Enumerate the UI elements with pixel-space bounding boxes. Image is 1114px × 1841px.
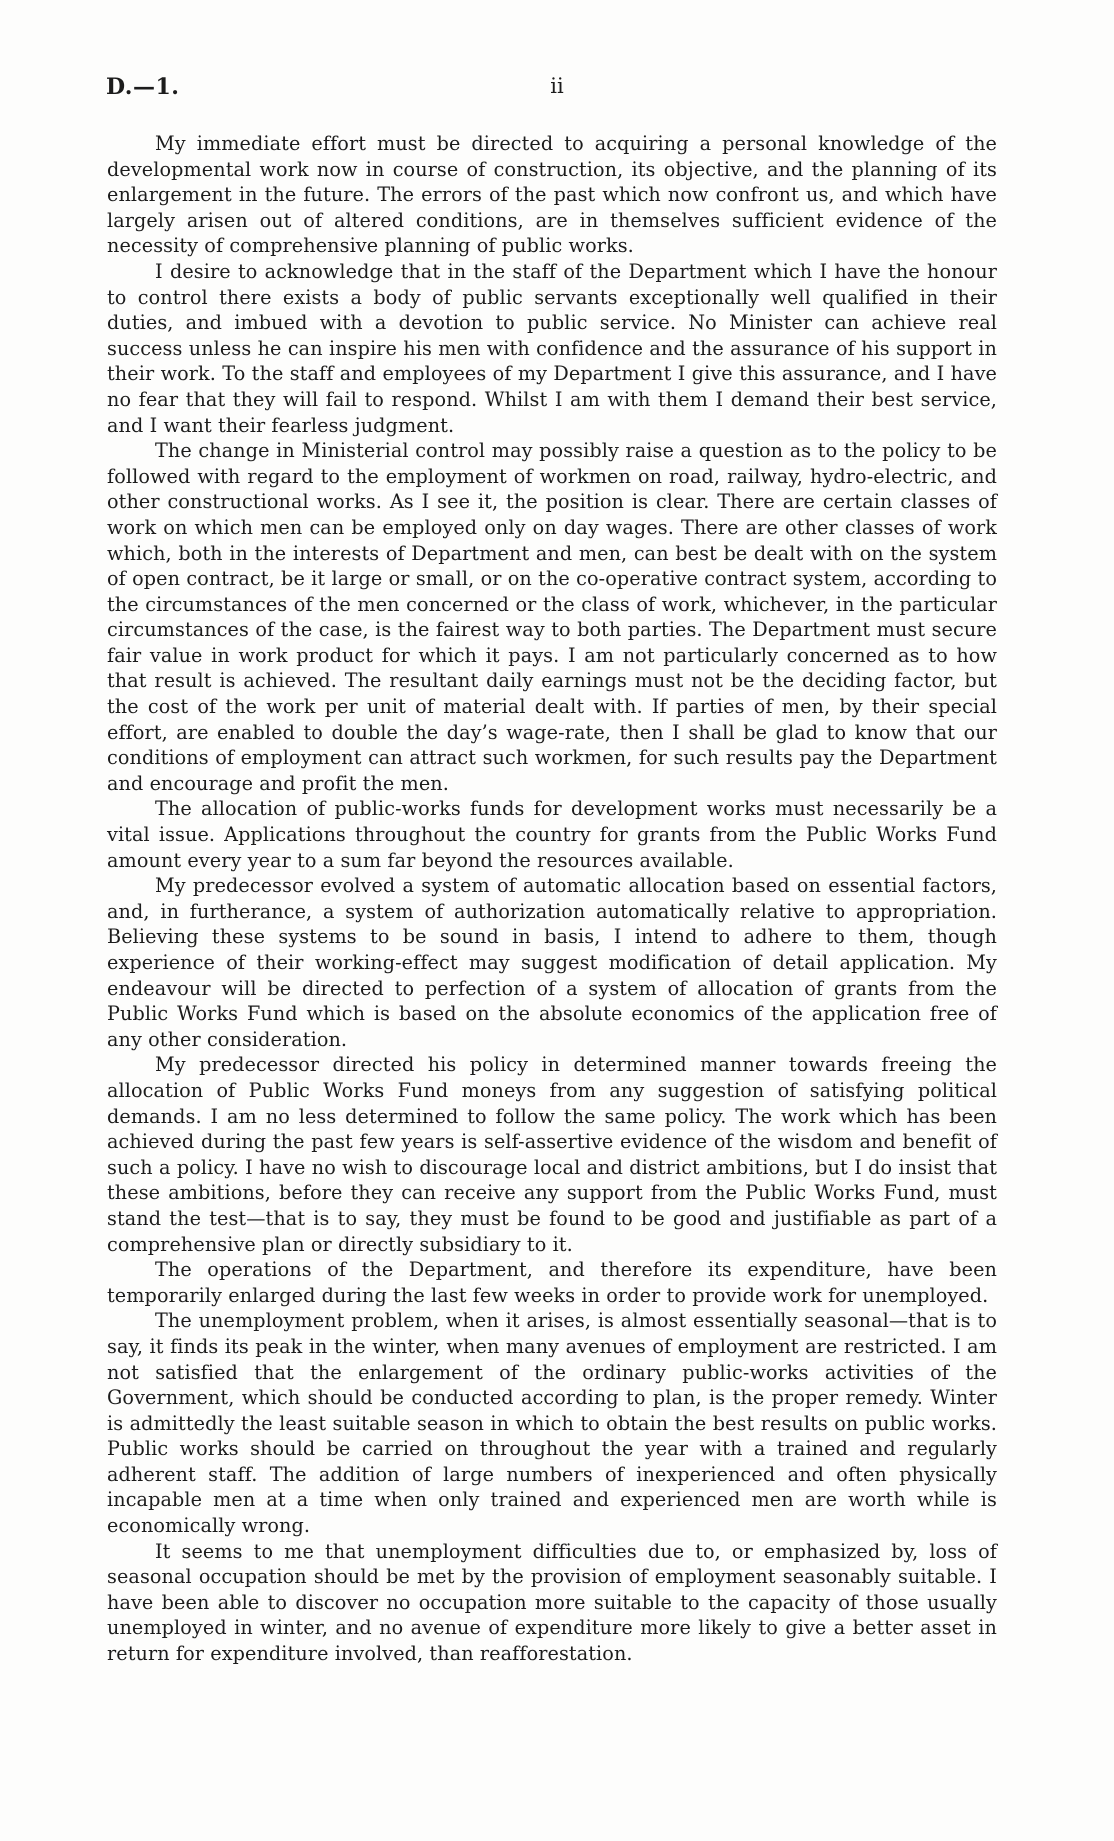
paragraph-4: The allocation of public-works funds for development works must necessarily be a vital issue. Applications throughout the country for grants from the Public Works Fund amount every year to a sum far beyond the resources available. xyxy=(107,797,997,872)
paragraph-3: The change in Ministerial control may possibly raise a question as to the policy to be followed with regard to the employment of workmen on road, railway, hydro-electric, and other constructional works. As I see it, the position is clear. There are certain classes of work on which men can be employed only on day wages. There are other classes of work which, both in the interests of Department and men, can best be dealt with on the system of open contract, be it large or small, or on the co-operative contract system, according to the circumstances of the men concerned or the class of work, whichever, in the particular circumstances of the case, is the fairest way to both parties. The Department must secure fair value in work product for which it pays. I am not particularly concerned as to how that result is achieved. The resultant daily earnings must not be the deciding factor, but the cost of the work per unit of material dealt with. If parties of men, by their special effort, are enabled to double the day’s wage-rate, then I shall be glad to know that our conditions of employment can attract such workmen, for such results pay the Department and encourage and profit the men. xyxy=(107,439,997,795)
paragraph-5: My predecessor evolved a system of automatic allocation based on essential factors, and, in furtherance, a system of authorization automatically relative to appropriation. Believing these systems to be sound in basis, I intend to adhere to them, though experience of their working-effect may suggest modification of detail application. My endeavour will be directed to perfection of a system of allocation of grants from the Public Works Fund which is based on the absolute economics of the application free of any other consideration. xyxy=(107,874,997,1051)
paragraph-6: My predecessor directed his policy in determined manner towards freeing the allocation of Public Works Fund moneys from any suggestion of satisfying political demands. I am no less determined to follow the same policy. The work which has been achieved during the past few years is self-assertive evidence of the wisdom and benefit of such a policy. I have no wish to discourage local and district ambitions, but I do insist that these ambitions, before they can receive any support from the Public Works Fund, must stand the test—that is to say, they must be found to be good and justifiable as part of a comprehensive plan or directly subsidiary to it. xyxy=(107,1053,997,1256)
paragraph-1: My immediate effort must be directed to acquiring a personal knowledge of the developmental work now in course of construction, its objective, and the planning of its enlargement in the future. The errors of the past which now confront us, and which have largely arisen out of altered conditions, are in themselves sufficient evidence of the necessity of comprehensive planning of public works. xyxy=(107,132,997,258)
paragraph-7: The operations of the Department, and therefore its expenditure, have been temporarily enlarged during the last few weeks in order to provide work for unemployed. xyxy=(107,1258,997,1307)
paragraph-9: It seems to me that unemployment difficulties due to, or emphasized by, loss of seasonal occupation should be met by the provision of employment seasonably suitable. I have been able to discover no occupation more suitable to the capacity of those usually unemployed in winter, and no avenue of expenditure more likely to give a better asset in return for expenditure involved, than reafforestation. xyxy=(107,1539,997,1666)
paragraph-8: The unemployment problem, when it arises, is almost essentially seasonal—that is to say, it finds its peak in the winter, when many avenues of employment are restricted. I am not satisfied that the enlargement of the ordinary public-works activities of the Government, which should be conducted according to plan, is the proper remedy. Winter is admittedly the least suitable season in which to obtain the best results on public works. Public works should be carried on throughout the year with a trained and regularly adherent staff. The addition of large numbers of inexperienced and often physically incapable men at a time when only trained and experienced men are worth while is economically wrong. xyxy=(107,1309,997,1538)
page-number: ii xyxy=(550,74,564,98)
paragraph-2: I desire to acknowledge that in the staff of the Department which I have the honour to control there exists a body of public servants exceptionally well qualified in their duties, and imbued with a devotion to public service. No Minister can achieve real success unless he can inspire his men with confidence and the assurance of his support in their work. To the staff and employees of my Department I give this assurance, and I have no fear that they will fail to respond. Whilst I am with them I demand their best service, and I want their fearless judgment. xyxy=(107,259,997,437)
document-reference: D.—1. xyxy=(106,74,180,100)
page-header xyxy=(106,74,1008,108)
body-text xyxy=(107,131,997,1667)
